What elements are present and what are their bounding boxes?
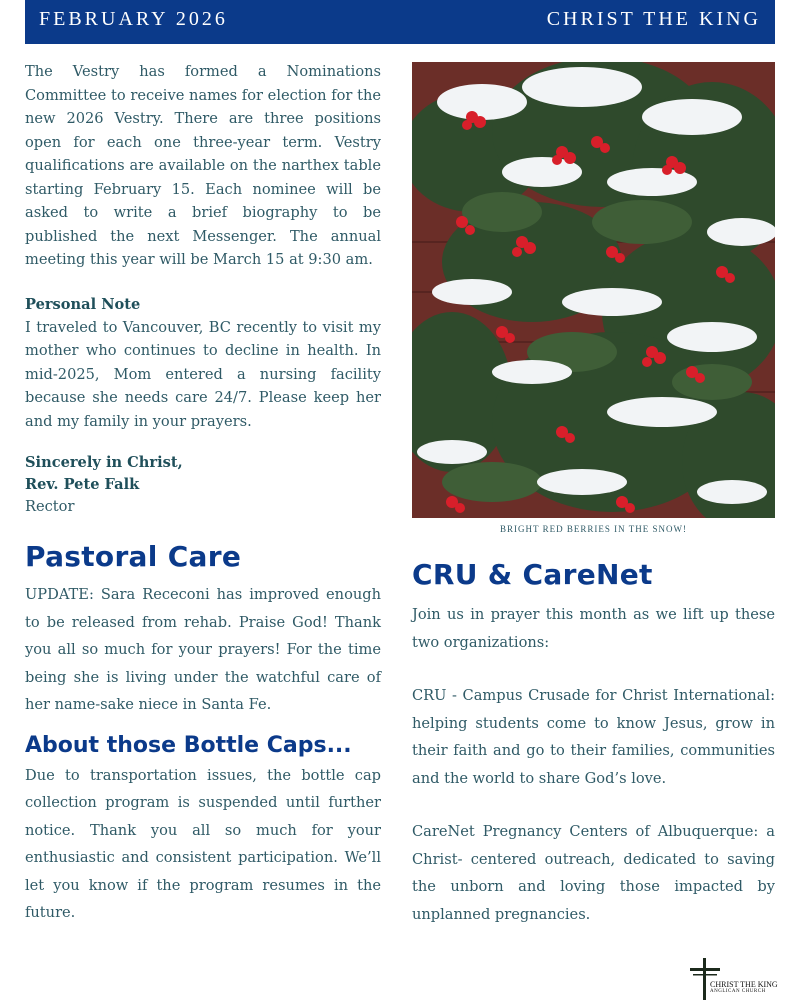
left-column [25, 60, 381, 927]
berries-illustration [412, 62, 775, 518]
right-column [412, 558, 775, 928]
vestry-paragraph: The Vestry has formed a Nominations Committee to receive names for election for the new 2026 Vestry. There are three positions open for each one three-year term. Vestry qualifications are available on the narthex table starting February 15. Each nominee will be asked to write a brief biography to be published the next Messenger. The annual meeting this year will be March 15 at 9:30 am. [25, 63, 381, 268]
cru-carenet-heading: CRU & CareNet [412, 558, 653, 591]
signoff-role: Rector [25, 498, 75, 515]
cru-description: CRU - Campus Crusade for Christ International: helping students come to know Jesus, grow in their faith and go to their families, communities and the world to share God’s love. [412, 687, 775, 787]
bottle-caps-text: Due to transportation issues, the bottle cap collection program is suspended until further notice. Thank you all so much for your enthusiastic and consistent participation. We’ll let you know if the program resumes in the future. [25, 766, 381, 921]
church-name: CHRIST THE KING [546, 8, 761, 30]
signoff-closing: Sincerely in Christ, [25, 454, 183, 471]
pastoral-care-heading: Pastoral Care [25, 540, 242, 573]
carenet-description: CareNet Pregnancy Centers of Albuquerque: a Christ- centered outreach, dedicated to saving the unborn and loving those impacted by unplanned pregnancies. [412, 823, 775, 923]
issue-date: FEBRUARY 2026 [39, 8, 228, 30]
berries-photo [412, 62, 775, 518]
personal-note-title: Personal Note [25, 295, 141, 313]
signoff-name: Rev. Pete Falk [25, 476, 140, 493]
header-bar [25, 0, 775, 44]
logo-name: CHRIST THE KING [710, 980, 778, 989]
personal-note-text: I traveled to Vancouver, BC recently to visit my mother who continues to decline in health. In mid-2025, Mom entered a nursing facility because she needs care 24/7. Please keep her and my family in your prayers. [25, 318, 381, 430]
cru-carenet-intro: Join us in prayer this month as we lift up these two organizations: [412, 606, 775, 651]
photo-caption: BRIGHT RED BERRIES IN THE SNOW! [500, 524, 687, 534]
church-logo [688, 956, 778, 1000]
logo-subtitle: ANGLICAN CHURCH [710, 989, 766, 994]
pastoral-care-text: UPDATE: Sara Receconi has improved enough to be released from rehab. Praise God! Thank you all so much for your prayers! For the time being she is living under the watchful care of her name-sake niece in Santa Fe. [25, 586, 381, 713]
bottle-caps-heading: About those Bottle Caps... [25, 732, 352, 758]
